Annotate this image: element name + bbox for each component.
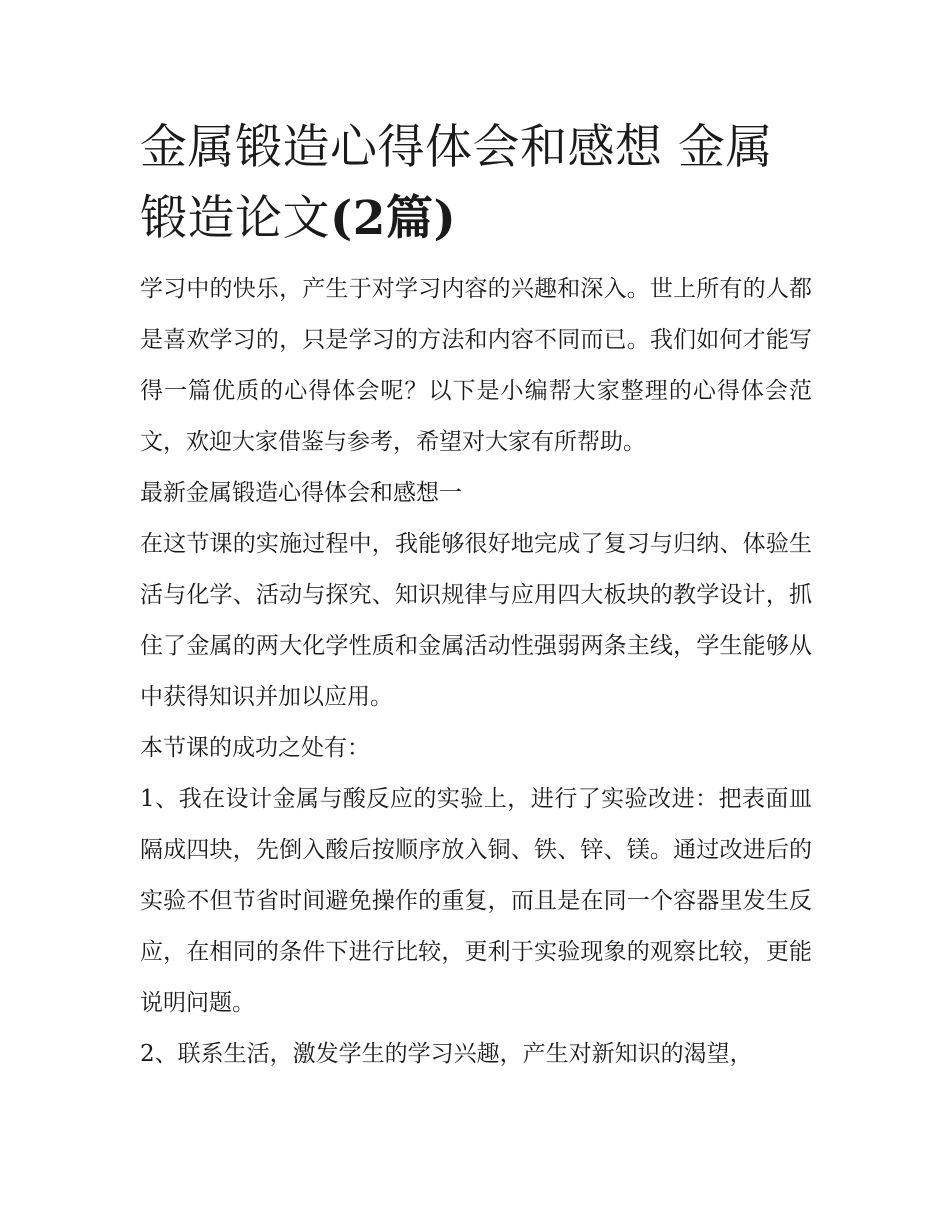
body-paragraph: 在这节课的实施过程中，我能够很好地完成了复习与归纳、体验生活与化学、活动与探究、知识规律与应用四大板块的教学设计，抓住了金属的两大化学性质和金属活动性强弱两条主线，学生能够从中获得知识并加以应用。	[140, 531, 812, 710]
document-title-suffix: (2篇)	[330, 191, 457, 246]
body-paragraph: 本节课的成功之处有：	[140, 735, 370, 761]
document-body	[140, 264, 812, 1080]
body-paragraph: 1、我在设计金属与酸反应的实验上，进行了实验改进：把表面皿隔成四块，先倒入酸后按顺序放入铜、铁、锌、镁。通过改进后的实验不但节省时间避免操作的重复，而且是在同一个容器里发生反应，在相同的条件下进行比较，更利于实验现象的观察比较，更能说明问题。	[140, 786, 812, 1016]
document-content	[140, 112, 812, 1080]
document-title-main: 金属锻造心得体会和感想 金属锻造论文	[140, 120, 773, 246]
body-paragraph: 2、联系生活，激发学生的学习兴趣，产生对新知识的渴望，	[140, 1041, 753, 1067]
document-title	[140, 112, 812, 254]
section-heading: 最新金属锻造心得体会和感想一	[140, 480, 462, 506]
intro-paragraph: 学习中的快乐，产生于对学习内容的兴趣和深入。世上所有的人都是喜欢学习的，只是学习的方法和内容不同而已。我们如何才能写得一篇优质的心得体会呢？以下是小编帮大家整理的心得体会范文，欢迎大家借鉴与参考，希望对大家有所帮助。	[140, 276, 812, 455]
